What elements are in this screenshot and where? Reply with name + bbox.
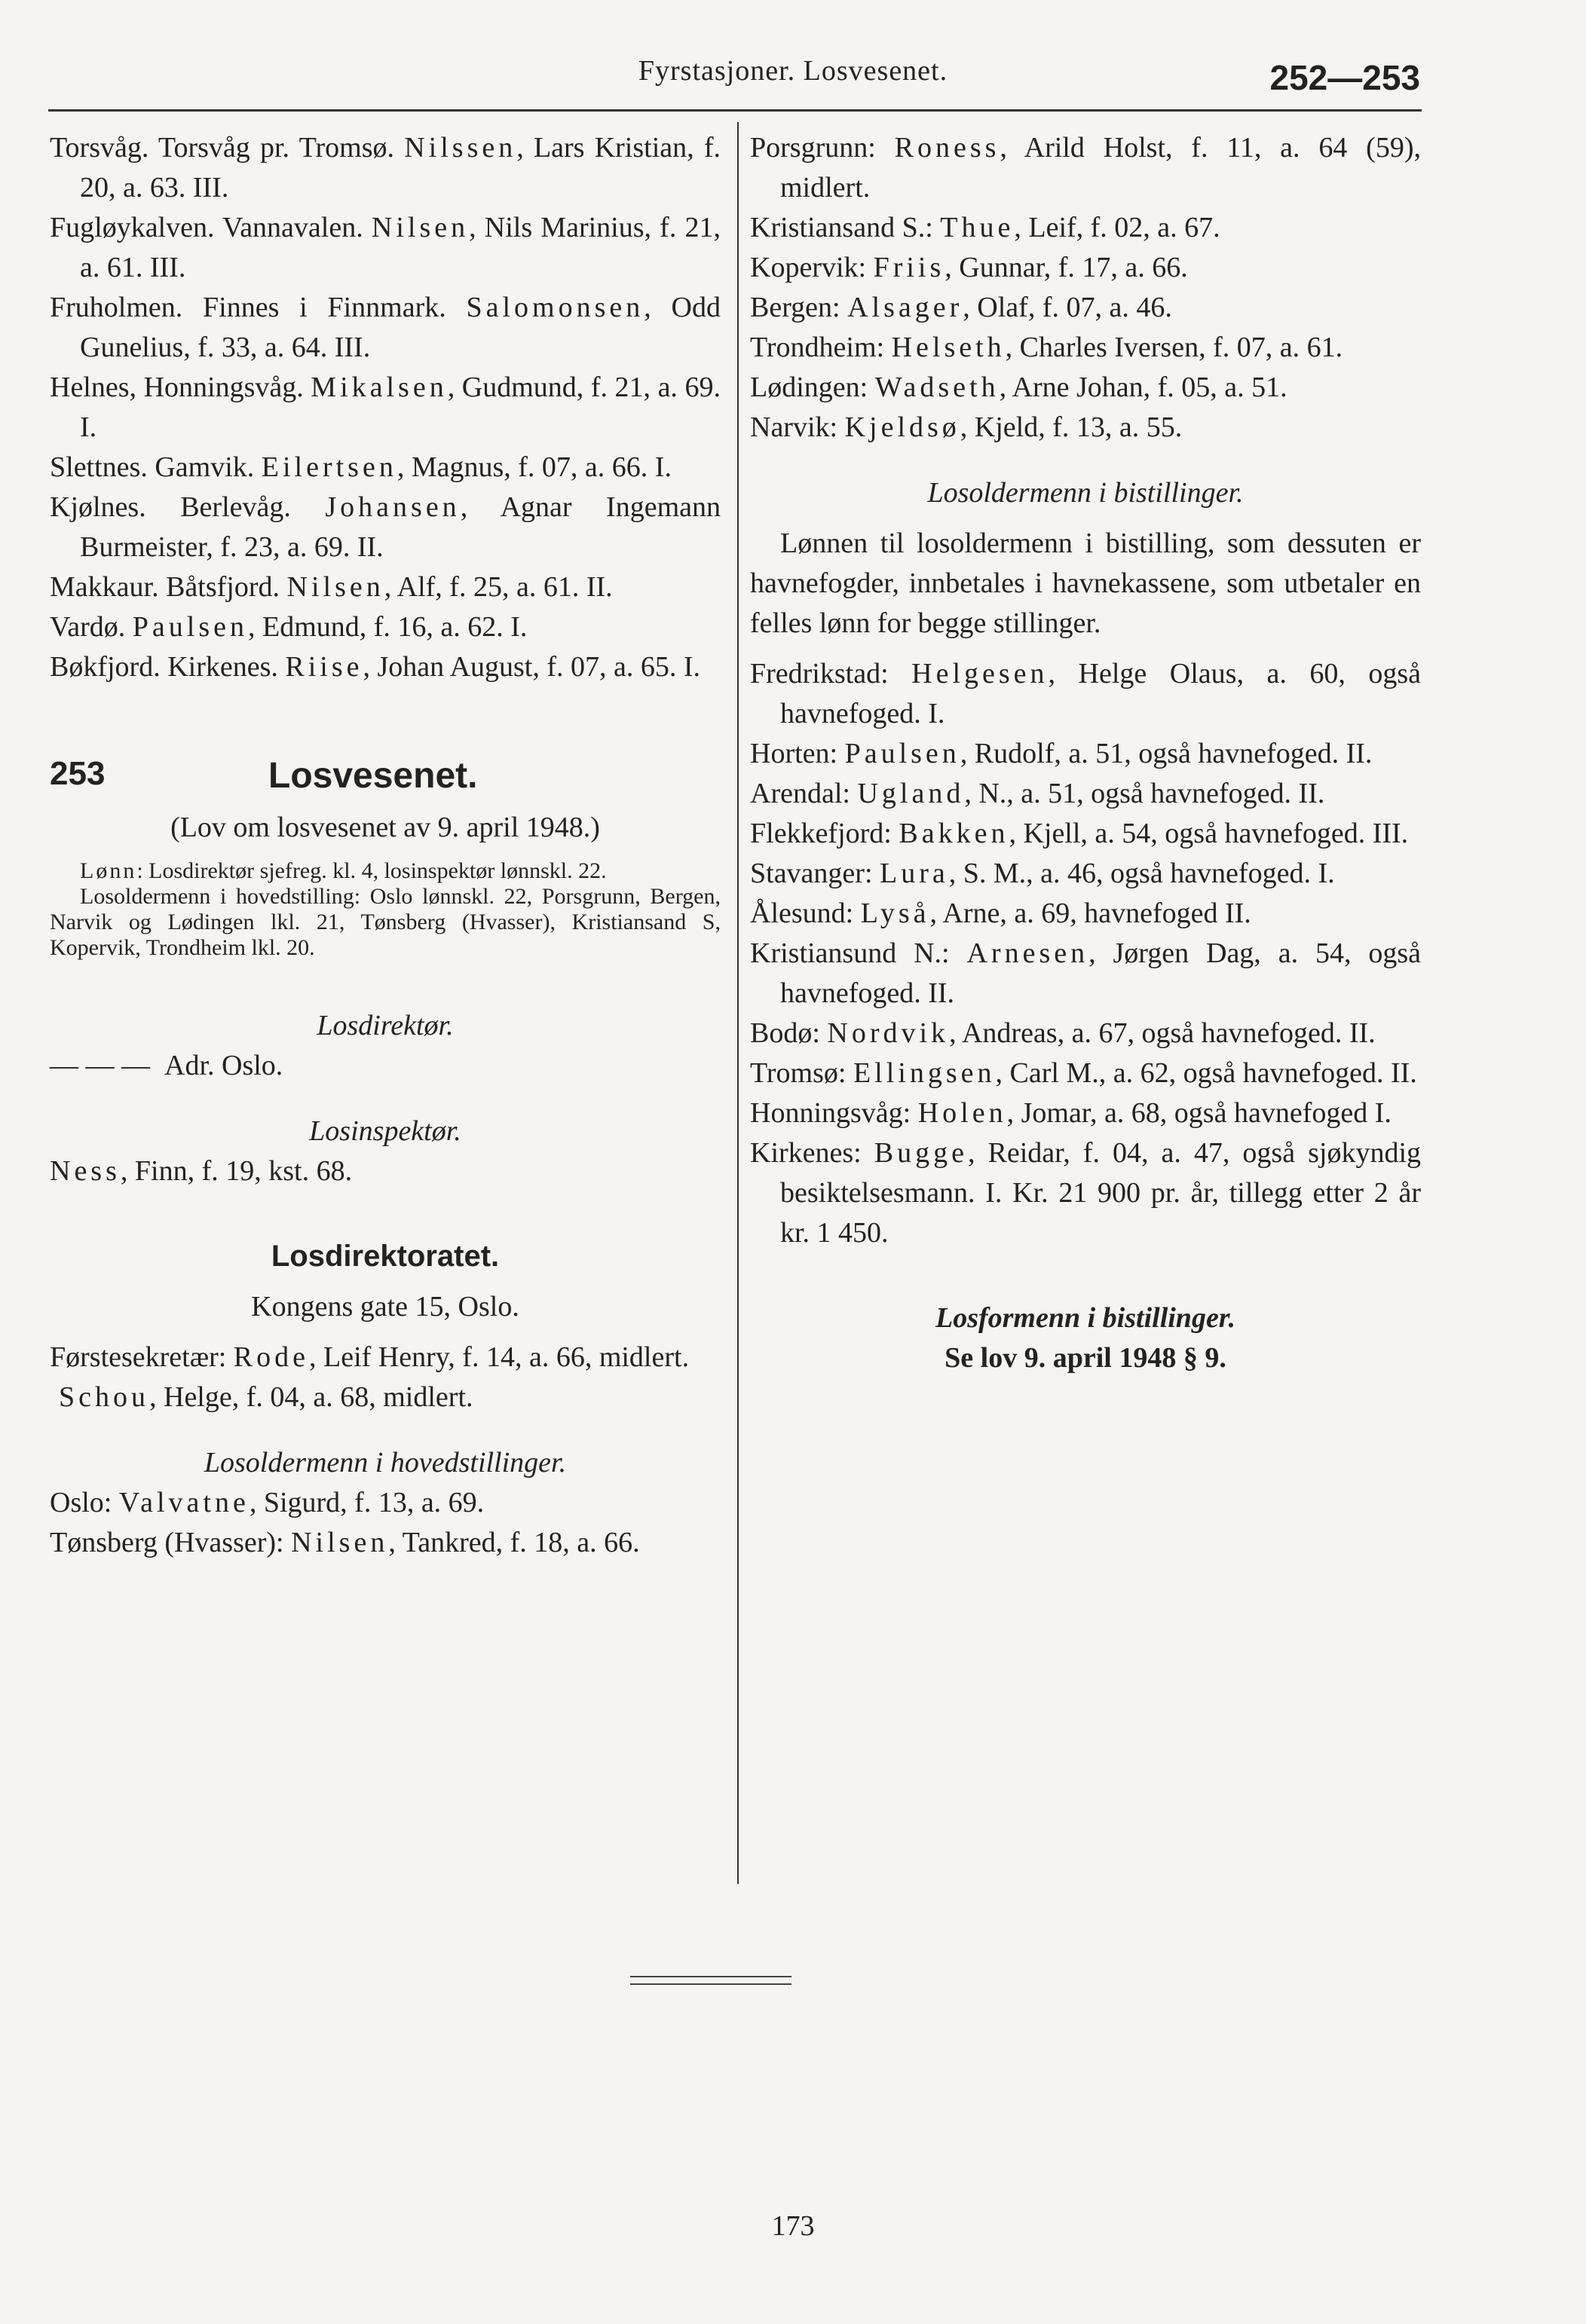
losoldermann-location: Kristiansand S.: xyxy=(750,212,941,243)
bistilling-details: , Arne, a. 69, havnefoged II. xyxy=(929,897,1251,929)
losoldermann-entry xyxy=(750,408,1421,448)
pay-paragraph xyxy=(50,858,721,884)
schou-details: , Helge, f. 04, a. 68, midlert. xyxy=(149,1381,473,1413)
lighthouse-person-name: Mikalsen xyxy=(311,372,448,403)
losoldermann-location: Trondheim: xyxy=(750,332,892,363)
left-column xyxy=(50,128,721,1563)
bistilling-entry xyxy=(750,1093,1421,1133)
lighthouse-details: , Johan August, f. 07, a. 65. I. xyxy=(363,651,701,683)
lighthouse-entry xyxy=(50,607,721,647)
bistilling-location: Kirkenes: xyxy=(750,1137,874,1169)
lighthouse-location: Slettnes. Gamvik. xyxy=(50,451,262,483)
forstesekretaer-entry xyxy=(50,1338,721,1378)
footer-rule-1 xyxy=(630,1976,791,1977)
lighthouse-location: Vardø. xyxy=(50,611,133,643)
forstesekretaer-details: , Leif Henry, f. 14, a. 66, midlert. xyxy=(309,1341,690,1373)
hovedstillinger-heading: Losoldermenn i hovedstillinger. xyxy=(204,1447,567,1478)
pay-label: Lønn xyxy=(80,858,137,883)
losoldermann-person-name: Thue xyxy=(940,212,1015,243)
bistilling-entry xyxy=(750,1133,1421,1253)
lighthouse-entry xyxy=(50,208,721,288)
lighthouse-details: , Lars Kristian, f. 20, a. 63. III. xyxy=(80,132,721,203)
section-heading xyxy=(50,755,721,808)
bistilling-entry xyxy=(750,854,1421,894)
tonsberg-entry xyxy=(50,1523,721,1563)
lighthouse-location: Kjølnes. Berlevåg. xyxy=(50,491,326,523)
pay-paragraph-2: Losoldermenn i hovedstilling: Oslo lønnskl. 22, Porsgrunn, Bergen, Narvik og Lødingen lkl. 21, Tønsberg (Hvasser), Kristiansand S, Kopervik, Trondheim lkl. 20. xyxy=(50,884,721,960)
bistilling-location: Tromsø: xyxy=(750,1057,853,1089)
bistilling-entry xyxy=(750,934,1421,1014)
losoldermann-entry xyxy=(750,128,1421,208)
losdirektor-heading: Losdirektør. xyxy=(317,1010,454,1041)
lighthouse-details: , Edmund, f. 16, a. 62. I. xyxy=(247,611,528,643)
losinspektor-entry xyxy=(50,1151,721,1191)
tonsberg-label: Tønsberg (Hvasser): xyxy=(50,1527,292,1558)
bistillinger-heading: Losoldermenn i bistillinger. xyxy=(927,477,1244,509)
losoldermann-person-name: Alsager xyxy=(847,292,963,323)
losoldermann-location: Porsgrunn: xyxy=(750,132,895,164)
bistilling-details: , Jomar, a. 68, også havnefoged I. xyxy=(1006,1097,1392,1129)
losoldermann-details: , Leif, f. 02, a. 67. xyxy=(1014,212,1220,243)
bistillinger-text: Lønnen til losoldermenn i bistilling, som dessuten er havnefogder, innbetales i havnekassene, som utbetaler en felles lønn for begge stillinger. xyxy=(750,527,1421,639)
lighthouse-details: , Gudmund, f. 21, a. 69. I. xyxy=(80,372,721,443)
bistilling-entry xyxy=(750,814,1421,854)
schou-name: Schou xyxy=(59,1381,149,1413)
bistilling-details: , Carl M., a. 62, også havnefoged. II. xyxy=(995,1057,1417,1089)
bistilling-entry xyxy=(750,774,1421,814)
losoldermann-entry xyxy=(750,208,1421,248)
bistilling-person-name: Holen xyxy=(917,1097,1007,1129)
lighthouse-person-name: Johansen xyxy=(325,491,461,523)
column-divider xyxy=(737,122,739,1884)
lighthouse-location: Fugløykalven. Vannavalen. xyxy=(50,212,372,243)
section-title: Losvesenet. xyxy=(268,756,478,796)
tonsberg-name: Nilsen xyxy=(291,1527,389,1558)
section-number: 253 xyxy=(50,755,106,792)
oslo-name: Valvatne xyxy=(118,1487,250,1518)
losoldermann-person-name: Helseth xyxy=(891,332,1006,363)
losoldermann-person-name: Friis xyxy=(873,252,945,283)
bistilling-location: Bodø: xyxy=(750,1017,828,1049)
bistilling-entry xyxy=(750,1053,1421,1093)
bistilling-person-name: Bakken xyxy=(899,818,1009,849)
losoldermann-location: Bergen: xyxy=(750,292,848,323)
lighthouse-entry xyxy=(50,488,721,567)
lighthouse-entry xyxy=(50,448,721,488)
lighthouse-entry xyxy=(50,288,721,368)
bistilling-details: , Rudolf, a. 51, også havnefoged. II. xyxy=(960,738,1373,769)
losoldermann-person-name: Roness xyxy=(894,132,1000,164)
losdirektoratet-heading: Losdirektoratet. xyxy=(271,1240,500,1273)
header-rule xyxy=(48,109,1422,112)
bistilling-details: , Helge Olaus, a. 60, også havnefoged. I. xyxy=(780,658,1421,729)
lighthouse-details: , Agnar Ingemann Burmeister, f. 23, a. 69. II. xyxy=(80,491,721,563)
bistilling-details: , N., a. 51, også havnefoged. II. xyxy=(964,778,1325,809)
bistilling-details: , Reidar, f. 04, a. 47, også sjøkyndig besiktelsesmann. I. Kr. 21 900 pr. år, tillegg etter 2 år kr. 1 450. xyxy=(780,1137,1421,1249)
losformenn-text: Se lov 9. april 1948 § 9. xyxy=(945,1342,1226,1374)
lighthouse-details: , Nils Marinius, f. 21, a. 61. III. xyxy=(80,212,721,283)
bistilling-entry xyxy=(750,734,1421,774)
losoldermann-entry xyxy=(750,248,1421,288)
lighthouse-details: , Alf, f. 25, a. 61. II. xyxy=(384,571,613,603)
lighthouse-list xyxy=(50,128,721,687)
losoldermann-entry xyxy=(750,368,1421,408)
bistilling-location: Flekkefjord: xyxy=(750,818,899,849)
hovedstilling-list xyxy=(750,128,1421,448)
lighthouse-location: Makkaur. Båtsfjord. xyxy=(50,571,287,603)
losoldermann-person-name: Kjeldsø xyxy=(844,411,960,443)
page-number: 173 xyxy=(771,2210,815,2242)
losoldermann-entry xyxy=(750,328,1421,368)
losinspektor-name: Ness xyxy=(50,1155,121,1187)
losoldermann-entry xyxy=(750,288,1421,328)
losdirektoratet-address: Kongens gate 15, Oslo. xyxy=(251,1291,519,1323)
running-header-title: Fyrstasjoner. Losvesenet. xyxy=(638,55,948,87)
lighthouse-entry xyxy=(50,128,721,208)
bistilling-person-name: Helgesen xyxy=(911,658,1049,690)
bistilling-location: Fredrikstad: xyxy=(750,658,912,690)
bistilling-person-name: Nordvik xyxy=(827,1017,950,1049)
lighthouse-location: Bøkfjord. Kirkenes. xyxy=(50,651,286,683)
bistilling-location: Stavanger: xyxy=(750,858,880,889)
lighthouse-entry xyxy=(50,567,721,607)
losoldermann-person-name: Wadseth xyxy=(874,372,1000,403)
oslo-details: , Sigurd, f. 13, a. 69. xyxy=(249,1487,485,1518)
bistilling-details: , Jørgen Dag, a. 54, også havnefoged. II. xyxy=(780,937,1421,1009)
losoldermann-details: , Arild Holst, f. 11, a. 64 (59), midlert. xyxy=(780,132,1421,203)
losdirektor-dashes: — — — xyxy=(50,1050,150,1081)
pay-text: : Losdirektør sjefreg. kl. 4, losinspektør lønnskl. 22. xyxy=(136,858,607,883)
law-reference: (Lov om losvesenet av 9. april 1948.) xyxy=(170,812,600,843)
lighthouse-location: Fruholmen. Finnes i Finnmark. xyxy=(50,292,467,323)
lighthouse-person-name: Riise xyxy=(285,651,363,683)
lighthouse-details: , Odd Gunelius, f. 33, a. 64. III. xyxy=(80,292,721,363)
losoldermann-details: , Charles Iversen, f. 07, a. 61. xyxy=(1005,332,1343,363)
lighthouse-person-name: Nilssen xyxy=(404,132,517,164)
losoldermann-details: , Olaf, f. 07, a. 46. xyxy=(963,292,1172,323)
losoldermann-details: , Kjeld, f. 13, a. 55. xyxy=(960,411,1183,443)
bistilling-list xyxy=(750,654,1421,1253)
lighthouse-details: , Magnus, f. 07, a. 66. I. xyxy=(396,451,672,483)
bistilling-entry xyxy=(750,1014,1421,1053)
bistilling-details: , Andreas, a. 67, også havnefoged. II. xyxy=(949,1017,1376,1049)
lighthouse-person-name: Salomonsen xyxy=(466,292,645,323)
bistilling-location: Kristiansund N.: xyxy=(750,937,967,969)
lighthouse-location: Helnes, Honningsvåg. xyxy=(50,372,311,403)
bistilling-person-name: Ellingsen xyxy=(853,1057,996,1089)
bistilling-person-name: Ugland xyxy=(857,778,965,809)
bistilling-details: , S. M., a. 46, også havnefoged. I. xyxy=(948,858,1335,889)
lighthouse-location: Torsvåg. Torsvåg pr. Tromsø. xyxy=(50,132,405,164)
lighthouse-person-name: Eilertsen xyxy=(261,451,397,483)
bistilling-location: Honningsvåg: xyxy=(750,1097,918,1129)
bistilling-entry xyxy=(750,894,1421,934)
lighthouse-person-name: Nilsen xyxy=(286,571,384,603)
forstesekretaer-label: Førstesekretær: xyxy=(50,1341,234,1373)
lighthouse-person-name: Paulsen xyxy=(132,611,248,643)
lighthouse-entry xyxy=(50,647,721,687)
bistilling-person-name: Paulsen xyxy=(844,738,960,769)
bistilling-details: , Kjell, a. 54, også havnefoged. III. xyxy=(1009,818,1409,849)
bistilling-person-name: Lyså xyxy=(860,897,930,929)
forstesekretaer-name: Rode xyxy=(233,1341,310,1373)
tonsberg-details: , Tankred, f. 18, a. 66. xyxy=(388,1527,640,1558)
losinspektor-heading: Losinspektør. xyxy=(309,1115,461,1147)
losdirektor-line xyxy=(50,1046,721,1086)
losoldermann-location: Narvik: xyxy=(750,411,845,443)
bistilling-entry xyxy=(750,654,1421,734)
bistilling-person-name: Bugge xyxy=(874,1137,968,1169)
losdirektor-address: Adr. Oslo. xyxy=(164,1050,283,1081)
running-header-page-range: 252—253 xyxy=(1269,58,1420,97)
losformenn-heading: Losformenn i bistillinger. xyxy=(935,1302,1236,1334)
oslo-entry xyxy=(50,1483,721,1523)
losoldermann-details: , Gunnar, f. 17, a. 66. xyxy=(945,252,1188,283)
bistilling-person-name: Arnesen xyxy=(966,937,1089,969)
footer-rule-2 xyxy=(630,1983,791,1985)
bistilling-person-name: Lura xyxy=(880,858,949,889)
right-column xyxy=(750,128,1421,1378)
bistilling-location: Ålesund: xyxy=(750,897,861,929)
losoldermann-location: Lødingen: xyxy=(750,372,875,403)
schou-entry xyxy=(50,1378,721,1417)
losoldermann-location: Kopervik: xyxy=(750,252,874,283)
losinspektor-details: , Finn, f. 19, kst. 68. xyxy=(120,1155,353,1187)
lighthouse-entry xyxy=(50,368,721,448)
losoldermann-details: , Arne Johan, f. 05, a. 51. xyxy=(999,372,1287,403)
bistilling-location: Arendal: xyxy=(750,778,858,809)
oslo-label: Oslo: xyxy=(50,1487,119,1518)
lighthouse-person-name: Nilsen xyxy=(371,212,470,243)
bistilling-location: Horten: xyxy=(750,738,845,769)
